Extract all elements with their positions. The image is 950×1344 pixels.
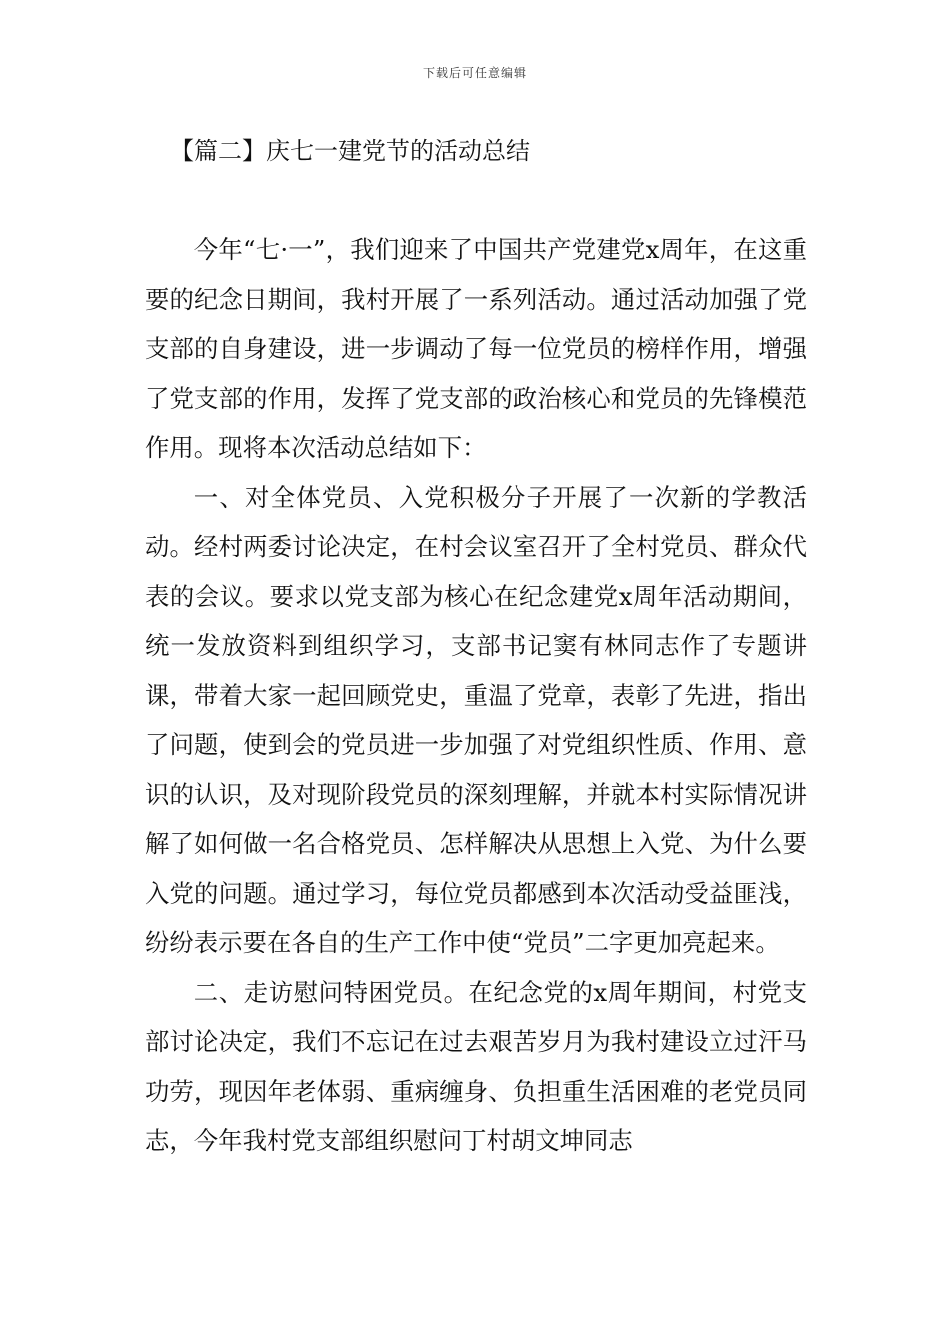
- document-body: [145, 225, 807, 1166]
- document-title: 【篇二】庆七一建党节的活动总结: [170, 137, 530, 165]
- paragraph-intro: 今年“七·一”，我们迎来了中国共产党建党x周年，在这重要的纪念日期间，我村开展了一系列活动。通过活动加强了党支部的自身建设，进一步调动了每一位党员的榜样作用，增强了党支部的作用，发挥了党支部的政治核心和党员的先锋模范作用。现将本次活动总结如下：: [145, 235, 807, 462]
- paragraph-section-one: 一、对全体党员、入党积极分子开展了一次新的学教活动。经村两委讨论决定，在村会议室召开了全村党员、群众代表的会议。要求以党支部为核心在纪念建党x周年活动期间，统一发放资料到组织学习，支部书记窦有林同志作了专题讲课，带着大家一起回顾党史，重温了党章，表彰了先进，指出了问题，使到会的党员进一步加强了对党组织性质、作用、意识的认识，及对现阶段党员的深刻理解，并就本村实际情况讲解了如何做一名合格党员、怎样解决从思想上入党、为什么要入党的问题。通过学习，每位党员都感到本次活动受益匪浅，纷纷表示要在各自的生产工作中使“党员”二字更加亮起来。: [145, 482, 807, 957]
- paragraph-section-two: 二、走访慰问特困党员。在纪念党的x周年期间，村党支部讨论决定，我们不忘记在过去艰苦岁月为我村建设立过汗马功劳，现因年老体弱、重病缠身、负担重生活困难的老党员同志，今年我村党支部组织慰问丁村胡文坤同志: [145, 977, 807, 1155]
- header-note: 下载后可任意编辑: [422, 66, 527, 80]
